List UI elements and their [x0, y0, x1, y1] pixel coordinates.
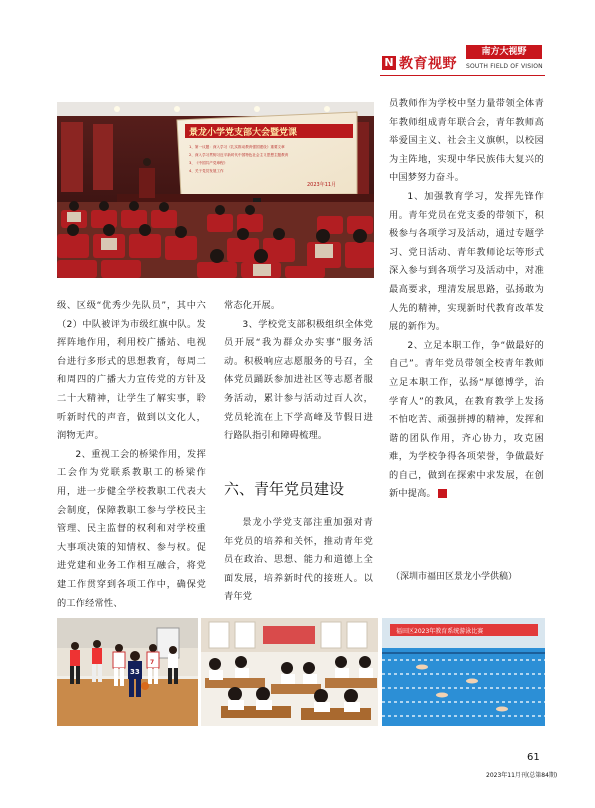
paragraph-union-bridge: 2、重视工会的桥梁作用，发挥工会作为党联系教职工的桥梁作用，进一步健全学校教职工代表大会制度，保障教职工参与学校民主管理、民主监督的权利和对学校重大事项决策的知情权、参与权。促进党建和业务工作相互融合，将党建工作贯穿到各项工作中，确保党的工作经常性、: [57, 448, 206, 609]
screen-line-3: 3、《中国共产党章程》: [189, 161, 228, 165]
swimming-competition-photo: [382, 618, 545, 726]
paragraph-young-teachers: 员教师作为学校中坚力量带领全体青年教师组成青年联合会，青年教师高举爱国主义、社会主义旗帜，以校园为主阵地，实现中华民族伟大复兴的中国梦努力奋斗。: [389, 98, 544, 184]
paragraph-do-best-text: 2、立足本职工作，争“做最好的自己”。青年党员带领全校青年教师立足本职工作，弘扬“厚德博学，治学育人”的教风，在教育教学上发扬不怕吃苦、顽强拼搏的精神，发挥和谐的团队作用，齐心协力，攻克困难，为学校争得各项荣誉，争做最好的自己，做到在探索中求发展，在创新中提高。: [389, 339, 544, 500]
section-name-en: SOUTH FIELD OF VISION: [466, 63, 543, 70]
brand-logo-icon: N: [382, 56, 396, 70]
article-column-2b: [224, 514, 373, 607]
screen-line-4: 4、关于党员发展工作: [189, 169, 224, 173]
jersey-number-33: 33: [130, 668, 140, 676]
screen-line-1: 1、第一议题：深入学习《扎实推动教育强国建设》重要文章: [189, 145, 285, 149]
section-name-cn: 南方大视野: [481, 47, 527, 57]
header-divider: [380, 75, 545, 76]
section-heading: 六、青年党员建设: [224, 480, 345, 498]
basketball-illustration: [57, 618, 198, 726]
screen-title: 景龙小学党支部大会暨党课: [189, 128, 298, 138]
article-column-1: [57, 297, 206, 613]
basketball-photo: [57, 618, 198, 726]
paragraph-young-members: 景龙小学党支部注重加强对青年党员的培养和关怀，推动青年党员在政治、思想、能力和道德上全面发展，培养新时代的接班人。以青年党: [224, 517, 373, 603]
paragraph-volunteer-service: 3、学校党支部积极组织全体党员开展“我为群众办实事”服务活动。积极响应志愿服务的号召，全体党员踊跃参加进社区等志愿者服务活动，累计参与活动过百人次，党员轮流在上下学高峰及节假日进行路队指引和障碍梳理。: [224, 318, 373, 442]
article-credit: （深圳市福田区景龙小学供稿）: [391, 572, 518, 582]
article-column-2: [224, 297, 373, 446]
screen-date: 2023年11月: [307, 182, 337, 188]
meeting-photo: [57, 102, 374, 278]
banner-text: 福田区2023年教育系统游泳比赛: [396, 628, 484, 635]
issue-label: 2023年11月刊(总第84期): [486, 772, 558, 779]
section-badge: [466, 45, 542, 59]
page-number: 61: [527, 752, 540, 763]
screen-line-2: 2、深入学习贯彻习近平新时代中国特色社会主义思想主题教育: [189, 153, 289, 157]
article-column-3: [389, 95, 544, 504]
brand-name: 教育视野: [399, 56, 457, 72]
paragraph-study-pioneer: 1、加强教育学习，发挥先锋作用。青年党员在党支委的带领下，积极参与各项学习及活动，通过专题学习、党日活动、青年教师论坛等形式深入参与到各项学习及活动中，对准最高要求，理清发展思路，弘扬敢为人先的精神，实现新时代教育改革发展的新作为。: [389, 190, 544, 333]
classroom-illustration: [201, 618, 378, 726]
paragraph-continued: 级、区级“优秀少先队员”，其中六（2）中队被评为市级红旗中队。发挥阵地作用，利用校广播站、电视台进行多形式的思想教育，每周二和周四的广播大力宣传党的方针及二十大精神，让学生了解实事，聆听新时代的声音，做到以文化人，润物无声。: [57, 300, 206, 442]
classroom-chess-photo: [201, 618, 378, 726]
meeting-illustration: [57, 102, 374, 278]
end-mark-icon: N: [438, 489, 447, 498]
jersey-number-7: 7: [150, 659, 155, 666]
paragraph-do-best: [389, 337, 544, 504]
pool-illustration: [382, 618, 545, 726]
paragraph-continued-2: 常态化开展。: [224, 300, 281, 311]
